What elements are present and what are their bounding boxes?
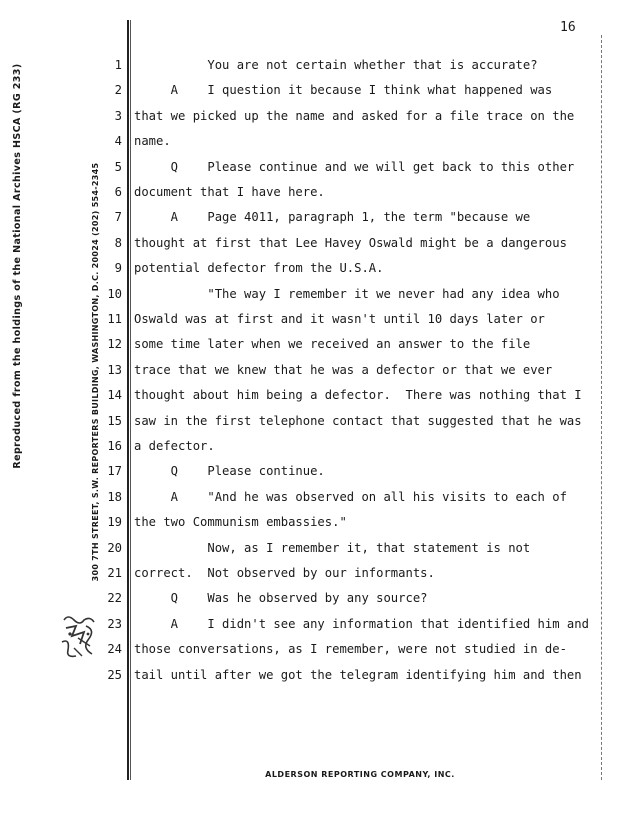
transcript-line xyxy=(0,307,638,332)
line-text: name. xyxy=(134,134,171,149)
transcript-line xyxy=(0,155,638,180)
line-number: 25 xyxy=(107,667,122,682)
line-text: "The way I remember it we never had any idea who xyxy=(134,286,560,301)
line-number: 9 xyxy=(114,261,122,276)
line-text: some time later when we received an answer to the file xyxy=(134,337,531,352)
line-text: correct. Not observed by our informants. xyxy=(134,566,435,580)
transcript-line xyxy=(0,231,638,256)
line-number: 20 xyxy=(107,540,122,555)
line-text: You are not certain whether that is accurate? xyxy=(134,58,538,72)
line-number: 7 xyxy=(114,210,122,225)
transcript-line xyxy=(0,510,638,535)
transcript-line xyxy=(0,129,638,154)
transcript-line xyxy=(0,485,638,510)
reporter-address-side-text: 300 7TH STREET, S.W. REPORTERS BUILDING, WASHINGTON, D.C. 20024 (202) 554-2345 xyxy=(91,162,100,582)
line-number: 5 xyxy=(114,159,122,174)
footer-reporting-company: ALDERSON REPORTING COMPANY, INC. xyxy=(265,770,455,779)
line-number: 4 xyxy=(114,134,122,149)
line-number: 14 xyxy=(107,388,122,403)
line-number: 1 xyxy=(114,58,122,72)
transcript-line xyxy=(0,53,638,78)
line-text: Q Please continue. xyxy=(134,464,325,479)
transcript-line xyxy=(0,180,638,205)
line-text: trace that we knew that he was a defector or that we ever xyxy=(134,362,553,377)
line-text: potential defector from the U.S.A. xyxy=(134,261,384,276)
transcript-line xyxy=(0,78,638,103)
line-text: Q Was he observed by any source? xyxy=(134,591,428,606)
transcript-line xyxy=(0,637,638,662)
line-number: 12 xyxy=(107,337,122,352)
transcript-line xyxy=(0,663,638,688)
transcript-line xyxy=(0,459,638,484)
line-text: A I question it because I think what happened was xyxy=(134,83,553,98)
transcript-line xyxy=(0,434,638,459)
line-text: the two Communism embassies." xyxy=(134,515,347,530)
line-number: 17 xyxy=(107,464,122,479)
line-number: 6 xyxy=(114,185,122,199)
transcript-line xyxy=(0,358,638,383)
line-text: thought about him being a defector. There was nothing that I xyxy=(134,388,582,403)
archive-side-text: Reproduced from the holdings of the National Archives HSCA (RG 233) xyxy=(12,63,23,469)
page-number: 16 xyxy=(560,20,576,35)
line-number: 23 xyxy=(107,616,122,631)
line-text: document that I have here. xyxy=(134,185,325,199)
line-number: 16 xyxy=(107,439,122,453)
transcript-line xyxy=(0,561,638,586)
transcript-line xyxy=(0,256,638,281)
line-text: a defector. xyxy=(134,439,215,453)
line-text: A Page 4011, paragraph 1, the term "because we xyxy=(134,210,531,225)
line-text: Oswald was at first and it wasn't until 10 days later or xyxy=(134,312,545,326)
line-number: 10 xyxy=(107,286,122,301)
line-number: 13 xyxy=(107,362,122,377)
line-text: saw in the first telephone contact that suggested that he was xyxy=(134,413,582,428)
transcript-line xyxy=(0,409,638,434)
line-text: Now, as I remember it, that statement is not xyxy=(134,540,531,555)
line-text: A "And he was observed on all his visits to each of xyxy=(134,489,567,504)
line-number: 2 xyxy=(114,83,122,98)
transcript-line xyxy=(0,536,638,561)
line-number: 21 xyxy=(107,566,122,580)
transcript-line xyxy=(0,282,638,307)
line-text: Q Please continue and we will get back to this other xyxy=(134,159,575,174)
line-number: 22 xyxy=(107,591,122,606)
line-text: tail until after we got the telegram identifying him and then xyxy=(134,667,582,682)
transcript-line xyxy=(0,612,638,637)
line-number: 24 xyxy=(107,642,122,657)
line-text: thought at first that Lee Havey Oswald might be a dangerous xyxy=(134,235,567,250)
line-number: 15 xyxy=(107,413,122,428)
line-number: 3 xyxy=(114,108,122,123)
transcript-line xyxy=(0,586,638,611)
transcript-line xyxy=(0,383,638,408)
line-text: those conversations, as I remember, were not studied in de- xyxy=(134,642,567,657)
line-text: that we picked up the name and asked for a file trace on the xyxy=(134,108,575,123)
transcript-line xyxy=(0,332,638,357)
line-text: A I didn't see any information that identified him and xyxy=(134,616,589,631)
transcript-line xyxy=(0,205,638,230)
line-number: 19 xyxy=(107,515,122,530)
line-number: 18 xyxy=(107,489,122,504)
line-number: 8 xyxy=(114,235,122,250)
line-number: 11 xyxy=(107,312,122,326)
transcript-line xyxy=(0,104,638,129)
